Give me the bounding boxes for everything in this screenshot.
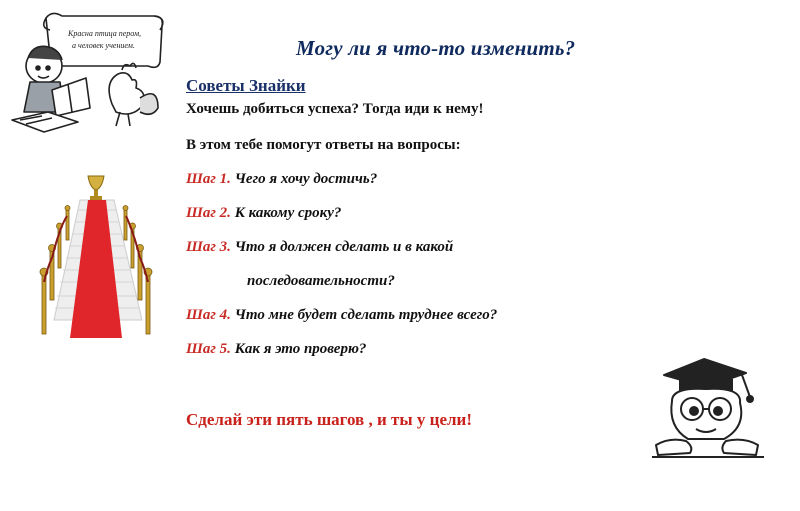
step-question: последовательности? xyxy=(247,273,395,289)
step-2 xyxy=(186,205,341,222)
step-label: Шаг 2. xyxy=(186,205,231,221)
prompt-text: В этом тебе помогут ответы на вопросы: xyxy=(186,137,461,153)
advice-heading: Советы Знайки xyxy=(186,76,306,95)
step-question: Что мне будет сделать труднее всего? xyxy=(234,307,498,323)
step-label: Шаг 1. xyxy=(186,171,231,187)
scholar-kid-illustration xyxy=(650,353,766,461)
boy-with-book-illustration xyxy=(8,8,170,133)
slide-title: Могу ли я что-то изменить? xyxy=(296,36,576,60)
step-question: К какому сроку? xyxy=(234,205,342,221)
scroll-text-line1: Красна птица пером, xyxy=(68,29,142,38)
step-3 xyxy=(186,239,453,256)
conclusion-text: Сделай эти пять шагов , и ты у цели! xyxy=(186,410,472,429)
step-3-continuation xyxy=(247,273,395,290)
step-1 xyxy=(186,171,377,188)
intro-text: Хочешь добиться успеха? Тогда иди к нему! xyxy=(186,101,484,117)
step-label: Шаг 3. xyxy=(186,239,231,255)
step-question: Как я это проверю? xyxy=(234,341,367,357)
step-question: Что я должен сделать и в какой xyxy=(234,239,454,255)
scroll-text-line2: а человек учением. xyxy=(72,41,135,50)
step-label: Шаг 5. xyxy=(186,341,231,357)
step-5 xyxy=(186,341,366,358)
step-label: Шаг 4. xyxy=(186,307,231,323)
step-4 xyxy=(186,307,497,324)
step-question: Чего я хочу достичь? xyxy=(234,171,378,187)
red-carpet-stairs-illustration xyxy=(38,170,156,340)
